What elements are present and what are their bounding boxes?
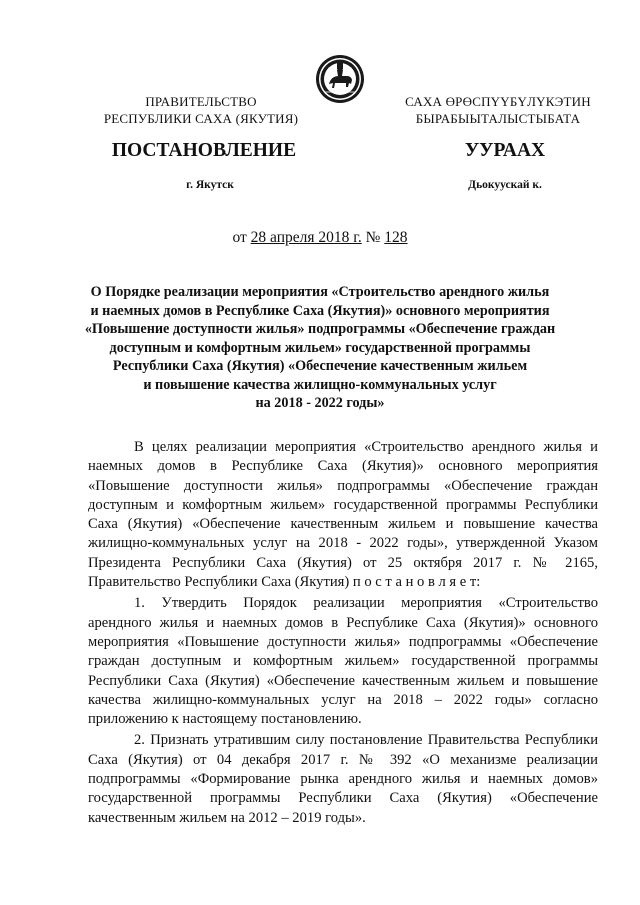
- document-body: [88, 438, 598, 830]
- government-name-sah: [378, 93, 618, 127]
- title-line: доступным и комфортным жильем» государственной программы: [109, 339, 531, 356]
- title-line: и наемных домов в Республике Саха (Якутия)» основного мероприятия: [90, 302, 550, 319]
- title-line: и повышение качества жилищно-коммунальных услуг: [143, 376, 497, 393]
- city-sah: Дьокуускай к.: [468, 179, 542, 191]
- title-line: на 2018 - 2022 годы»: [255, 395, 385, 411]
- title-line: «Повышение доступности жилья» подпрограммы «Обеспечение граждан: [84, 321, 556, 337]
- header-right-line2: БЫРАБЫЫТАЛЫСТЫБАТА: [415, 111, 581, 126]
- date-prefix: от: [232, 229, 251, 246]
- coat-of-arms-icon: [315, 54, 365, 104]
- header-left-line2: РЕСПУБЛИКИ САХА (ЯКУТИЯ): [103, 111, 299, 126]
- clause-2-paragraph: 2. Признать утратившим силу постановление Правительства Республики Саха (Якутия) от 04 декабря 2017 г. № 392 «О механизме реализации подпрограммы «Формирование рынка арендного жилья и наемных домов» государственной программы Республики Саха (Якутия) «Обеспечение качественным жильем на 2012 – 2019 годы».: [88, 732, 598, 826]
- number-label: №: [361, 229, 385, 246]
- doc-type-ru: ПОСТАНОВЛЕНИЕ: [111, 140, 297, 161]
- decree-number: 128: [384, 229, 408, 246]
- date-number-line: [0, 229, 640, 247]
- header-right-line1: САХА ӨРӨСПҮҮБҮЛҮКЭТИН: [405, 94, 591, 109]
- government-name-ru: [96, 93, 306, 127]
- title-line: Республики Саха (Якутия) «Обеспечение качественным жильем: [112, 358, 528, 374]
- doc-type-sah: УУРААХ: [464, 140, 546, 161]
- city-ru: г. Якутск: [186, 179, 234, 191]
- title-line: О Порядке реализации мероприятия «Строительство арендного жилья: [90, 284, 550, 300]
- decree-date: 28 апреля 2018 г.: [250, 229, 362, 246]
- preamble-paragraph: В целях реализации мероприятия «Строительство арендного жилья и наемных домов в Республике Саха (Якутия)» основного мероприятия «Повышение доступности жилья» подпрограммы «Обеспечение граждан доступным и комфортным жильем» государственной программы Республики Саха (Якутия) «Обеспечение качественным жильем и повышение качества жилищно-коммунальных услуг на 2018 - 2022 годы», утвержденной Указом Президента Республики Саха (Якутия) от 25 октября 2017 г. № 2165, Правительство Республики Саха (Якутия) п о с т а н о в л я е т:: [88, 439, 598, 591]
- header-left-line1: ПРАВИТЕЛЬСТВО: [145, 94, 257, 109]
- document-title: [70, 283, 570, 413]
- clause-1-paragraph: 1. Утвердить Порядок реализации мероприятия «Строительство арендного жилья и наемных домов в Республике Саха (Якутия)» основного мероприятия «Повышение доступности жилья» подпрограммы «Обеспечение граждан доступным и комфортным жильем» государственной программы Республики Саха (Якутия) «Обеспечение качественным жильем и повышение качества жилищно-коммунальных услуг на 2018 – 2022 годы» согласно приложению к настоящему постановлению.: [88, 595, 598, 728]
